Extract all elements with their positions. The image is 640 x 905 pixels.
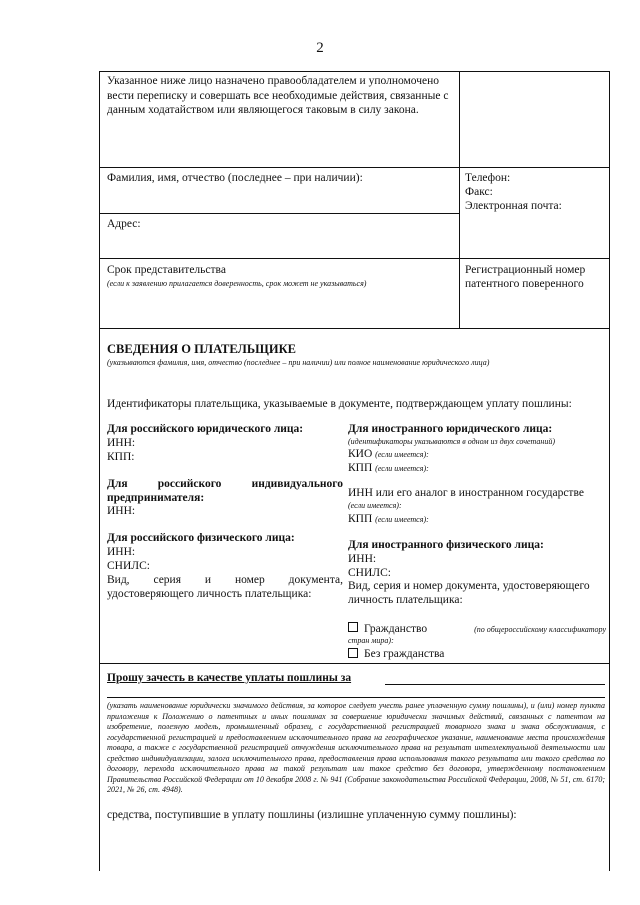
foreign-legal-kio	[348, 447, 429, 462]
foreign-legal-inn-analog: ИНН или его аналог в иностранном государстве	[348, 487, 584, 499]
ru-person-doc-line1	[107, 573, 343, 587]
foreign-person-snils: СНИЛС:	[348, 567, 391, 579]
foreign-legal-kpp2	[348, 512, 429, 527]
fax-label: Факс:	[465, 186, 493, 198]
no-citizenship-checkbox[interactable]	[348, 648, 358, 658]
foreign-person-doc-line2: личность плательщика:	[348, 594, 463, 606]
citizenship-checkbox[interactable]	[348, 622, 358, 632]
ru-person-doc-line2: удостоверяющего личность плательщика:	[107, 588, 312, 600]
kpp2-label: КПП	[348, 513, 373, 525]
foreign-person-title: Для иностранного физического лица:	[348, 539, 544, 551]
foreign-legal-note: (идентификаторы указываются в одном из двух сочетаний)	[348, 437, 555, 446]
inn-analog-if-any: (если имеется):	[348, 501, 402, 510]
ru-person-doc-part: номер	[234, 574, 265, 586]
ru-legal-inn: ИНН:	[107, 437, 136, 449]
kpp-label: КПП	[348, 462, 373, 474]
credit-fill-line-2[interactable]	[107, 697, 605, 698]
credit-title: Прошу зачесть в качестве уплаты пошлины за	[107, 672, 352, 684]
ru-legal-title: Для российского юридического лица:	[107, 423, 304, 435]
kio-if-any: (если имеется):	[375, 450, 429, 459]
ru-legal-kpp: КПП:	[107, 451, 135, 463]
ru-person-doc-part: серия	[153, 574, 181, 586]
ru-person-doc-part: и	[204, 574, 212, 586]
ru-person-inn: ИНН:	[107, 546, 136, 558]
citizenship-note-2: стран мира):	[348, 636, 394, 645]
ru-ip-title-part: российского	[157, 478, 222, 490]
ru-person-doc-part: документа,	[288, 574, 343, 586]
kpp-if-any: (если имеется):	[375, 464, 429, 473]
payer-heading: СВЕДЕНИЯ О ПЛАТЕЛЬЩИКЕ	[107, 342, 296, 356]
term-label: Срок представительства	[107, 264, 226, 276]
ru-ip-inn: ИНН:	[107, 505, 136, 517]
email-label: Электронная почта:	[465, 200, 562, 212]
ru-person-doc-part: Вид,	[107, 574, 130, 586]
rep-intro: Указанное ниже лицо назначено правообладателем и уполномочено вести переписку и совершать все необходимые действия, связанные с данным ходатайством или являющегося таковым в силу закона.	[107, 75, 449, 116]
page-number: 2	[316, 40, 324, 56]
phone-label: Телефон:	[465, 172, 511, 184]
term-note: (если к заявлению прилагается доверенность, срок может не указываться)	[107, 279, 367, 288]
foreign-legal-kpp	[348, 461, 429, 476]
ru-ip-title-part: индивидуального	[251, 478, 343, 490]
credit-note: (указать наименование юридически значимого действия, за которое следует учесть ранее уплаченную сумму пошлины), и (или) номер пункта приложения к Положению о патентных и иных пошлинах за совершение юридически значимых действий, связанных с патентом на изобретение, полезную модель, промышленный образец, с государственной регистрацией товарного знака и знака обслуживания, с государственной регистрацией и предоставлением исключительного права на географическое указание, наименование места происхождения товара, а также с государственной регистрацией отчуждения исключительного права на результат интеллектуальной деятельности или средство индивидуализации, залога исключительного права, предоставления права использования такого результата или такого средства по договору, перехода исключительного права на такой результат или такое средство без договора, утвержденному постановлением Правительства Российской Федерации от 10 декабря 2008 г. № 941 (Собрание законодательства Российской Федерации, 2008, № 51, ст. 6170; 2021, № 26, ст. 4948).	[107, 701, 605, 794]
no-citizenship-label: Без гражданства	[364, 648, 445, 660]
ru-ip-title-part: Для	[107, 478, 128, 490]
ru-ip-title-line1	[107, 477, 343, 491]
foreign-person-doc-line1: Вид, серия и номер документа, удостоверяющего	[348, 580, 590, 592]
ru-person-title: Для российского физического лица:	[107, 532, 295, 544]
fio-label: Фамилия, имя, отчество (последнее – при наличии):	[107, 172, 363, 184]
ru-ip-title-line2: предпринимателя:	[107, 492, 205, 504]
reg-number-label: Регистрационный номер патентного поверенного	[465, 264, 586, 290]
no-citizenship-row	[348, 647, 444, 661]
kpp2-if-any: (если имеется):	[375, 515, 429, 524]
kio-label: КИО	[348, 448, 373, 460]
payer-ids-intro: Идентификаторы плательщика, указываемые в документе, подтверждающем уплату пошлины:	[107, 398, 572, 410]
credit-fill-line[interactable]	[385, 684, 605, 685]
citizenship-row	[348, 622, 606, 637]
citizenship-note: (по общероссийскому классификатору	[474, 625, 606, 634]
citizenship-label: Гражданство	[364, 623, 428, 635]
foreign-person-inn: ИНН:	[348, 553, 377, 565]
ru-person-snils: СНИЛС:	[107, 560, 150, 572]
payer-heading-note: (указываются фамилия, имя, отчество (последнее – при наличии) или полное наименование юридического лица)	[107, 358, 490, 367]
foreign-legal-title: Для иностранного юридического лица:	[348, 423, 553, 435]
credit-funds: средства, поступившие в уплату пошлины (излишне уплаченную сумму пошлины):	[107, 809, 517, 821]
address-label: Адрес:	[107, 218, 141, 230]
